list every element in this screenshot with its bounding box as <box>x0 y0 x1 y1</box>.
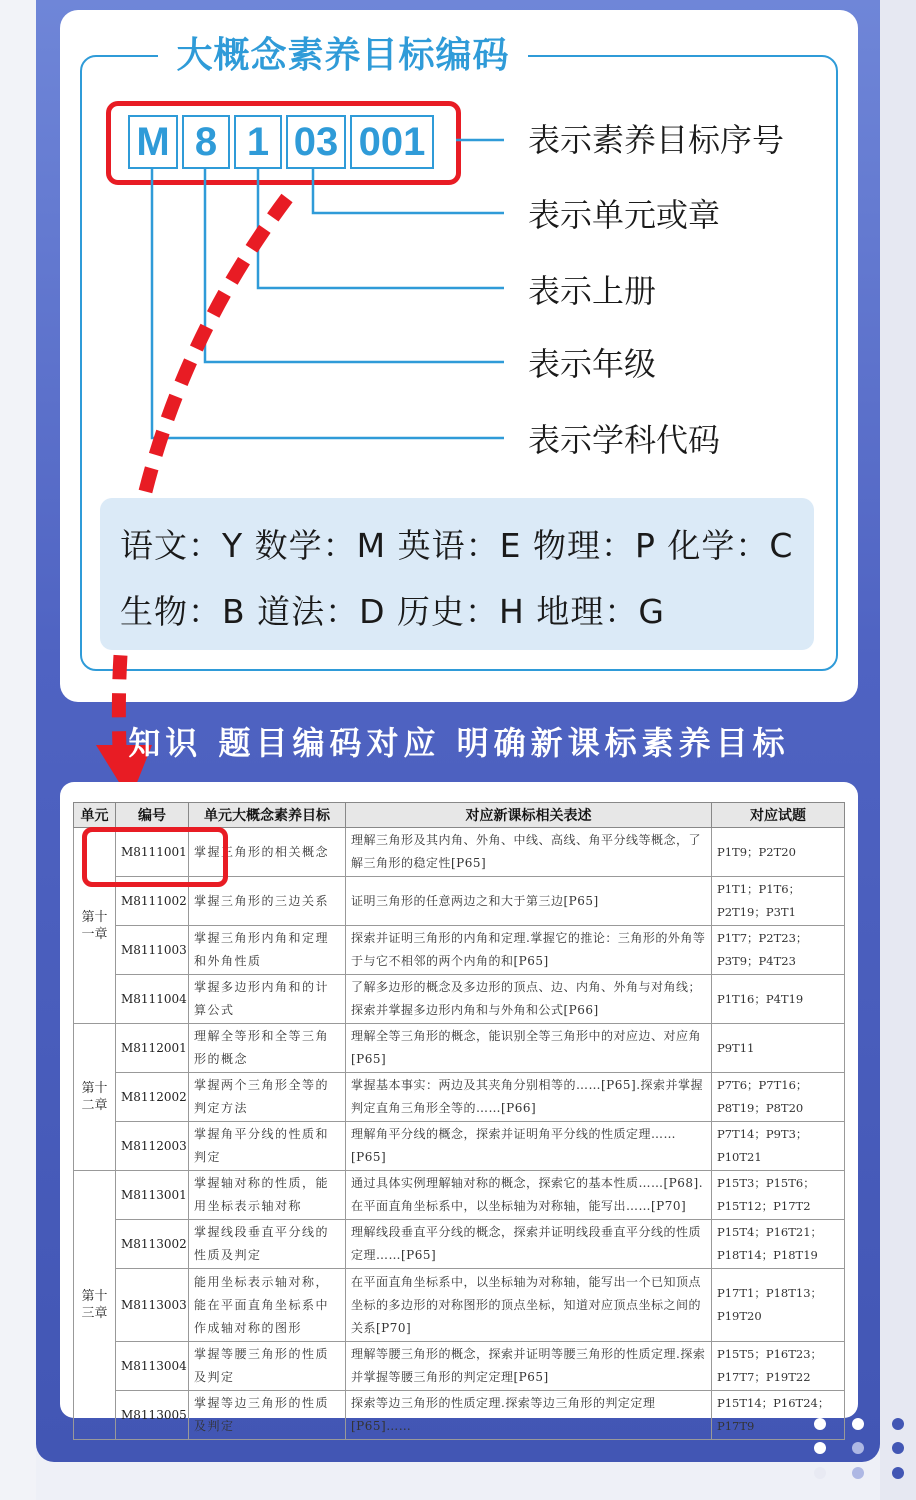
desc-cell: 了解多边形的概念及多边形的顶点、边、内角、外角与对角线；探索并掌握多边形内角和与外角和公式[P66] <box>346 975 712 1024</box>
label-grade: 表示年级 <box>528 345 657 383</box>
desc-cell: 理解角平分线的概念，探索并证明角平分线的性质定理……[P65] <box>346 1122 712 1171</box>
label-volume: 表示上册 <box>528 272 657 310</box>
subject-code-legend <box>100 498 814 650</box>
goal-cell: 理解全等形和全等三角形的概念 <box>189 1024 346 1073</box>
table-row <box>74 1073 845 1122</box>
table-row <box>74 975 845 1024</box>
header-items: 对应试题 <box>712 803 845 828</box>
code-cell: M8113003 <box>116 1269 189 1342</box>
header-code: 编号 <box>116 803 189 828</box>
goal-cell: 能用坐标表示轴对称，能在平面直角坐标系中作成轴对称的图形 <box>189 1269 346 1342</box>
table-row <box>74 1024 845 1073</box>
decor-dot <box>892 1442 904 1454</box>
items-cell: P1T16；P4T19 <box>712 975 845 1024</box>
decor-dot <box>814 1418 826 1430</box>
items-cell: P7T6；P7T16；P8T19；P8T20 <box>712 1073 845 1122</box>
unit-cell: 第十一章 <box>74 828 116 1024</box>
code-cell: M8113004 <box>116 1342 189 1391</box>
code-cell: M8111003 <box>116 926 189 975</box>
table-row <box>74 1122 845 1171</box>
desc-cell: 掌握基本事实：两边及其夹角分别相等的……[P65].探索并掌握判定直角三角形全等的……[P66] <box>346 1073 712 1122</box>
items-cell: P1T1；P1T6；P2T19；P3T1 <box>712 877 845 926</box>
goal-cell: 掌握角平分线的性质和判定 <box>189 1122 346 1171</box>
items-cell: P9T11 <box>712 1024 845 1073</box>
code-cell: M8113001 <box>116 1171 189 1220</box>
items-cell: P1T9；P2T20 <box>712 828 845 877</box>
table-row <box>74 1171 845 1220</box>
items-cell: P1T7；P2T23；P3T9；P4T23 <box>712 926 845 975</box>
desc-cell: 理解等腰三角形的概念，探索并证明等腰三角形的性质定理.探索并掌握等腰三角形的判定定理[P65] <box>346 1342 712 1391</box>
goal-cell: 掌握等边三角形的性质及判定 <box>189 1391 346 1440</box>
table-row <box>74 1342 845 1391</box>
decor-dot <box>814 1467 826 1479</box>
code-segment-volume: 1 <box>234 115 282 169</box>
code-segment-subject: M <box>128 115 178 169</box>
section-title: 大概念素养目标编码 <box>158 30 528 82</box>
desc-cell: 探索并证明三角形的内角和定理.掌握它的推论：三角形的外角等于与它不相邻的两个内角的和[P65] <box>346 926 712 975</box>
legend-line-2: 生物：B 道法：D 历史：H 地理：G <box>120 592 665 631</box>
code-cell: M8112003 <box>116 1122 189 1171</box>
slogan: 知识 题目编码对应 明确新课标素养目标 <box>128 724 790 762</box>
desc-cell: 证明三角形的任意两边之和大于第三边[P65] <box>346 877 712 926</box>
decor-dot <box>892 1418 904 1430</box>
desc-cell: 理解三角形及其内角、外角、中线、高线、角平分线等概念，了解三角形的稳定性[P65] <box>346 828 712 877</box>
decor-dot <box>814 1442 826 1454</box>
unit-cell: 第十二章 <box>74 1024 116 1171</box>
code-cell: M8112001 <box>116 1024 189 1073</box>
code-cell: M8111002 <box>116 877 189 926</box>
table-row <box>74 1220 845 1269</box>
decor-dot <box>852 1442 864 1454</box>
decor-dot <box>852 1467 864 1479</box>
code-cell: M8111001 <box>116 828 189 877</box>
items-cell: P15T3；P15T6；P15T12；P17T2 <box>712 1171 845 1220</box>
goal-cell: 掌握三角形的三边关系 <box>189 877 346 926</box>
table-row <box>74 1269 845 1342</box>
goal-cell: 掌握三角形内角和定理和外角性质 <box>189 926 346 975</box>
header-goal: 单元大概念素养目标 <box>189 803 346 828</box>
desc-cell: 在平面直角坐标系中，以坐标轴为对称轴，能写出一个已知顶点坐标的多边形的对称图形的顶点坐标，知道对应顶点坐标之间的关系[P70] <box>346 1269 712 1342</box>
goal-cell: 掌握三角形的相关概念 <box>189 828 346 877</box>
goal-cell: 掌握两个三角形全等的判定方法 <box>189 1073 346 1122</box>
label-goal-number: 表示素养目标序号 <box>528 121 785 159</box>
items-cell: P7T14；P9T3；P10T21 <box>712 1122 845 1171</box>
row-highlight-box <box>82 827 228 887</box>
items-cell: P15T5；P16T23；P17T7；P19T22 <box>712 1342 845 1391</box>
decor-dot <box>892 1467 904 1479</box>
code-segment-grade: 8 <box>182 115 230 169</box>
code-segment-goal-number: 001 <box>350 115 434 169</box>
desc-cell: 探索等边三角形的性质定理.探索等边三角形的判定定理[P65]…… <box>346 1391 712 1440</box>
goal-cell: 掌握多边形内角和的计算公式 <box>189 975 346 1024</box>
desc-cell: 通过具体实例理解轴对称的概念，探索它的基本性质……[P68].在平面直角坐标系中，以坐标轴为对称轴，能写出……[P70] <box>346 1171 712 1220</box>
code-cell: M8111004 <box>116 975 189 1024</box>
header-unit: 单元 <box>74 803 116 828</box>
code-cell: M8113002 <box>116 1220 189 1269</box>
unit-cell: 第十三章 <box>74 1171 116 1440</box>
code-segment-unit: 03 <box>286 115 346 169</box>
goals-table <box>73 802 845 1440</box>
desc-cell: 理解线段垂直平分线的概念，探索并证明线段垂直平分线的性质定理……[P65] <box>346 1220 712 1269</box>
code-cell: M8113005 <box>116 1391 189 1440</box>
desc-cell: 理解全等三角形的概念，能识别全等三角形中的对应边、对应角[P65] <box>346 1024 712 1073</box>
goal-cell: 掌握轴对称的性质，能用坐标表示轴对称 <box>189 1171 346 1220</box>
label-subject: 表示学科代码 <box>528 421 721 459</box>
table-row <box>74 1391 845 1440</box>
dashed-arrow-path <box>119 198 287 760</box>
items-cell: P17T1；P18T13；P19T20 <box>712 1269 845 1342</box>
label-unit: 表示单元或章 <box>528 196 721 234</box>
legend-line-1: 语文：Y 数学：M 英语：E 物理：P 化学：C <box>120 526 794 565</box>
table-header-row <box>74 803 845 828</box>
decor-dot <box>852 1418 864 1430</box>
table-row <box>74 926 845 975</box>
goal-cell: 掌握等腰三角形的性质及判定 <box>189 1342 346 1391</box>
goal-cell: 掌握线段垂直平分线的性质及判定 <box>189 1220 346 1269</box>
code-cell: M8112002 <box>116 1073 189 1122</box>
items-cell: P15T14；P16T24；P17T9 <box>712 1391 845 1440</box>
items-cell: P15T4；P16T21；P18T14；P18T19 <box>712 1220 845 1269</box>
header-desc: 对应新课标相关表述 <box>346 803 712 828</box>
